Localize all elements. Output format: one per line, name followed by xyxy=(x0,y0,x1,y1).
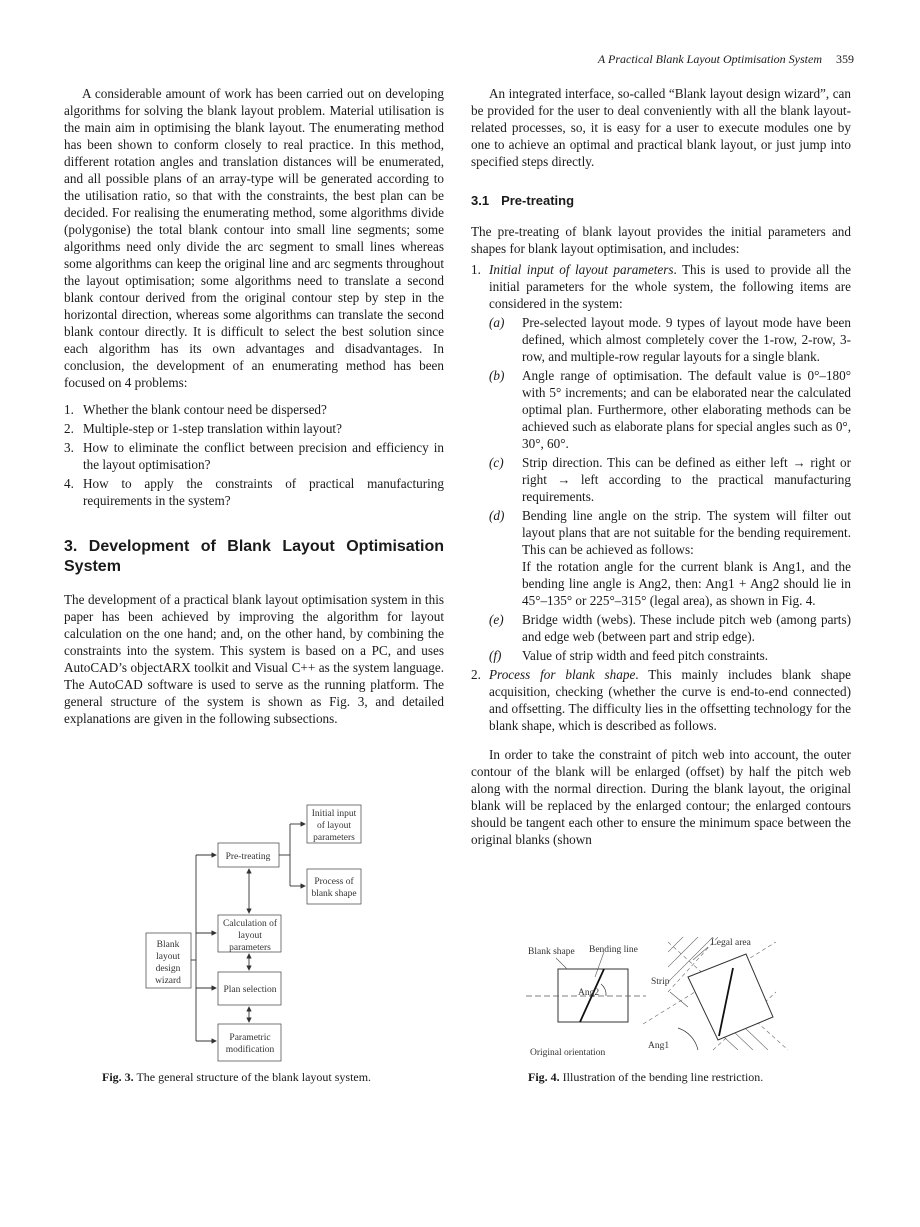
sub-item-text: Value of strip width and feed pitch constraints. xyxy=(522,648,769,663)
sub-item-letter: (c) xyxy=(489,455,504,470)
item-text: Whether the blank contour need be dispersed? xyxy=(83,402,327,417)
section-paragraph: The development of a practical blank layout optimisation system in this paper has been achieved by improving the algorithm for layout calculation on the one hand; and, on the other hand, by combining the constraints into the system. This system is based on a PC, and uses AutoCAD’s objectARX toolkit and Visual C++ as the system language. The AutoCAD software is used to serve as the running platform. The general structure of the system is shown as Fig. 3, and detailed explanations are given in the following subsections. xyxy=(64,592,444,726)
sub-item xyxy=(471,314,851,365)
initial-input-label: Initial input of layout parameters xyxy=(311,809,357,843)
running-header xyxy=(598,52,854,67)
offset-paragraph: In order to take the constraint of pitch web into account, the outer contour of the blank will be enlarged (offset) by half the pitch web along with the normal direction. During the blank layout, the original blank will be replaced by the enlarged contour; the enlarged contours should be tangent each other to ensure the minimum space between the original blanks (shown xyxy=(471,747,851,847)
item-number: 3. xyxy=(64,440,74,455)
fig3-caption xyxy=(102,1070,371,1085)
item-label: Initial input of layout parameters xyxy=(489,262,674,277)
item-number: 4. xyxy=(64,476,74,491)
sub-item-letter: (a) xyxy=(489,315,505,330)
problem-item xyxy=(64,401,444,418)
sub-item-text: Bending line angle on the strip. The system will filter out layout plans that are not suitable for the bending requirement. This can be achieved as follows: xyxy=(522,508,851,557)
item-text: . This is used to provide all the initial parameters for the whole system, the following items are considered in the system: xyxy=(489,262,852,311)
sub-item xyxy=(471,611,851,645)
item-number: 2. xyxy=(471,667,481,682)
sub-item-letter: (f) xyxy=(489,648,502,663)
process-shape-label: Process of blank shape xyxy=(311,877,357,899)
plan-selection-label: Plan selection xyxy=(223,985,277,995)
item-text: How to eliminate the conflict between precision and efficiency in the layout optimisation? xyxy=(83,440,444,472)
fig4-diagram xyxy=(518,932,793,1065)
bending-line-label: Bending line xyxy=(589,945,638,955)
pretreating-label: Pre-treating xyxy=(225,852,271,862)
item-number: 2. xyxy=(64,421,74,436)
sub-item xyxy=(471,647,851,664)
left-column xyxy=(64,85,444,727)
problem-list xyxy=(64,401,444,509)
legal-area-leader xyxy=(693,947,708,960)
sub-item-continuation xyxy=(471,558,851,609)
intro-paragraph: A considerable amount of work has been carried out on developing algorithms for solving the blank layout problem. Material utilisation is the main aim in optimising the blank layout. The enumerating method has been shown to conform closely to real practice. In this method, different rotation angles and translation distances will be enumerated, and all possible plans of an array-type will be generated according to the utilisation ratio, so that with the constraints, the best plan can be decided. For realising the enumerating method, some algorithms divide (polygonise) the total blank contour into small line segments; some algorithms need only divide the arc segment to small lines whereas some algorithms can keep the original line and arc segments throughout the layout optimisation; some algorithms need to translate a second blank contour derived from the original contour step by step in the horizontal direction, whereas some algorithms can translate the second blank contour directly. It is difficult to select the best solution since each algorithm has its own advantages and disadvantages. In conclusion, the development of an enumerating method has been focused on 4 problems: xyxy=(64,86,444,390)
sub-item-text: Bridge width (webs). These include pitch web (among parts) and edge web (between part and strip edge). xyxy=(522,612,851,644)
strip-leader xyxy=(670,992,688,1007)
subsection-heading xyxy=(471,192,851,209)
legal-area-label: Legal area xyxy=(711,938,751,948)
calculation-label: Calculation of layout parameters xyxy=(222,919,278,953)
fig4-caption xyxy=(528,1070,763,1085)
sub-item-letter: (e) xyxy=(489,612,504,627)
list-item-2 xyxy=(471,666,851,734)
page-number: 359 xyxy=(836,52,854,66)
sub-item xyxy=(471,367,851,452)
item-text: Multiple-step or 1-step translation within layout? xyxy=(83,421,342,436)
sub-item-text: Strip direction. This can be defined as either left → right or right → left according to the practical manufacturing requirements. xyxy=(522,455,851,504)
item-label: Process for blank shape xyxy=(489,667,636,682)
sub-item-text: If the rotation angle for the current blank is Ang1, and the bending line angle is Ang2, then: Ang1 + Ang2 should lie in 45°–135° or 225°–315° (legal area), as shown in Fig. 4. xyxy=(522,559,851,608)
item-number: 1. xyxy=(64,402,74,417)
subsection-title: Pre-treating xyxy=(501,193,575,208)
blank-shape-leader xyxy=(556,958,567,969)
ang2-arc xyxy=(601,984,606,996)
caption-text: Illustration of the bending line restriction. xyxy=(562,1070,764,1084)
item-number: 1. xyxy=(471,262,481,277)
ang1-label: Ang1 xyxy=(648,1041,670,1051)
subsection-number: 3.1 xyxy=(471,193,490,208)
strip-label: Strip xyxy=(651,977,670,987)
original-orientation-label: Original orientation xyxy=(530,1048,606,1058)
rotated-blank xyxy=(688,954,773,1040)
sub-item xyxy=(471,454,851,505)
sub-item xyxy=(471,507,851,558)
wizard-paragraph: An integrated interface, so-called “Blank layout design wizard”, can be provided for the user to deal conveniently with all the blank layout-related processes, so, it is easy for a user to execute modules one by one to achieve an optimal and practical blank layout, or just jump into specified steps directly. xyxy=(471,86,851,169)
sub-item-letter: (d) xyxy=(489,508,505,523)
caption-text: The general structure of the blank layout system. xyxy=(136,1070,372,1084)
list-item-1 xyxy=(471,261,851,312)
blank-shape-label: Blank shape xyxy=(528,947,575,957)
item-text: . This mainly includes blank shape acquisition, checking (whether the curve is end-to-end connected) and offsetting. The difficulty lies in the offsetting technology for the blank shape, which is described as follows. xyxy=(489,667,851,733)
sub-item-letter: (b) xyxy=(489,368,505,383)
problem-item xyxy=(64,420,444,437)
wizard-label: Blank layout design wizard xyxy=(155,940,181,986)
section-heading: 3. Development of Blank Layout Optimisation System xyxy=(64,538,444,575)
running-title: A Practical Blank Layout Optimisation System xyxy=(597,52,822,66)
sub-item-text: Angle range of optimisation. The default value is 0°–180° with 5° increments; and can be elaborated near the calculated optimal plan. Furthermore, other elaborating methods can be achieved such as elaborate plans for special angles such as 0°, 30°, 60°. xyxy=(522,368,851,451)
ang1-arc xyxy=(678,1028,698,1050)
fig3-diagram xyxy=(140,800,380,1070)
ang2-label: Ang2 xyxy=(578,988,600,998)
problem-item xyxy=(64,439,444,473)
right-column xyxy=(471,85,851,848)
parametric-label: Parametric modification xyxy=(225,1033,275,1055)
caption-label: Fig. 3. xyxy=(102,1070,134,1084)
pretreat-paragraph: The pre-treating of blank layout provides the initial parameters and shapes for blank layout optimisation, and includes: xyxy=(471,224,851,256)
problem-item xyxy=(64,475,444,509)
item-text: How to apply the constraints of practical manufacturing requirements in the system? xyxy=(83,476,444,508)
sub-item-text: Pre-selected layout mode. 9 types of layout mode have been defined, which almost completely cover the 1-row, 2-row, 3-row, and multiple-row regular layouts for a single blank. xyxy=(522,315,851,364)
caption-label: Fig. 4. xyxy=(528,1070,560,1084)
